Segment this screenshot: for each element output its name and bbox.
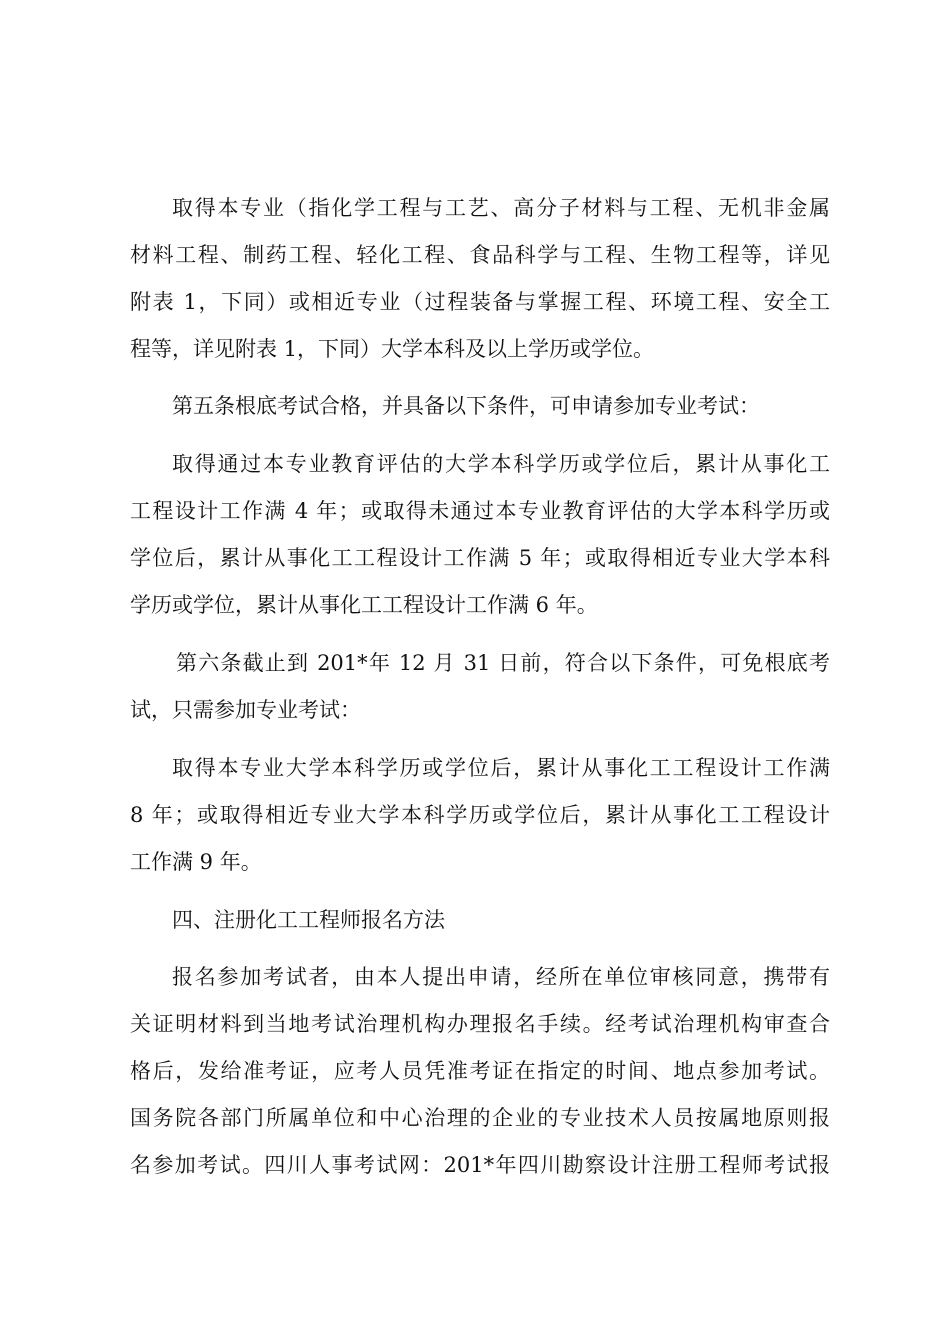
paragraph-line-18: 格后，发给准考证，应考人员凭准考证在指定的时间、地点参加考试。 (130, 1059, 830, 1083)
paragraph-line-9: 学历或学位，累计从事化工工程设计工作满 6 年。 (130, 593, 598, 617)
paragraph-line-20: 名参加考试。四川人事考试网：201*年四川勘察设计注册工程师考试报 (130, 1153, 830, 1177)
paragraph-line-8: 学位后，累计从事化工工程设计工作满 5 年；或取得相近专业大学本科 (130, 546, 830, 570)
article-6-line-2: 试，只需参加专业考试： (130, 698, 361, 722)
section-4-heading: 四、注册化工工程师报名方法 (172, 908, 445, 932)
paragraph-line-16: 报名参加考试者，由本人提出申请，经所在单位审核同意，携带有 (172, 965, 830, 989)
paragraph-line-13: 8 年；或取得相近专业大学本科学历或学位后，累计从事化工工程设计 (130, 803, 830, 827)
paragraph-line-2: 材料工程、制药工程、轻化工程、食品科学与工程、生物工程等，详见 (130, 243, 830, 267)
paragraph-line-12: 取得本专业大学本科学历或学位后，累计从事化工工程设计工作满 (172, 756, 830, 780)
paragraph-line-14: 工作满 9 年。 (130, 850, 262, 874)
paragraph-line-4: 程等，详见附表 1，下同）大学本科及以上学历或学位。 (130, 337, 655, 361)
paragraph-line-7: 工程设计工作满 4 年；或取得未通过本专业教育评估的大学本科学历或 (130, 499, 830, 523)
paragraph-line-19: 国务院各部门所属单位和中心治理的企业的专业技术人员按属地原则报 (130, 1106, 830, 1130)
article-6-line-1: 第六条截止到 201*年 12 月 31 日前，符合以下条件，可免根底考 (176, 651, 830, 675)
paragraph-line-1: 取得本专业（指化学工程与工艺、高分子材料与工程、无机非金属 (172, 196, 830, 220)
paragraph-line-17: 关证明材料到当地考试治理机构办理报名手续。经考试治理机构审查合 (130, 1012, 830, 1036)
article-5-heading: 第五条根底考试合格，并具备以下条件，可申请参加专业考试： (172, 394, 760, 418)
paragraph-line-6: 取得通过本专业教育评估的大学本科学历或学位后，累计从事化工 (172, 452, 830, 476)
paragraph-line-3: 附表 1，下同）或相近专业（过程装备与掌握工程、环境工程、安全工 (130, 290, 830, 314)
